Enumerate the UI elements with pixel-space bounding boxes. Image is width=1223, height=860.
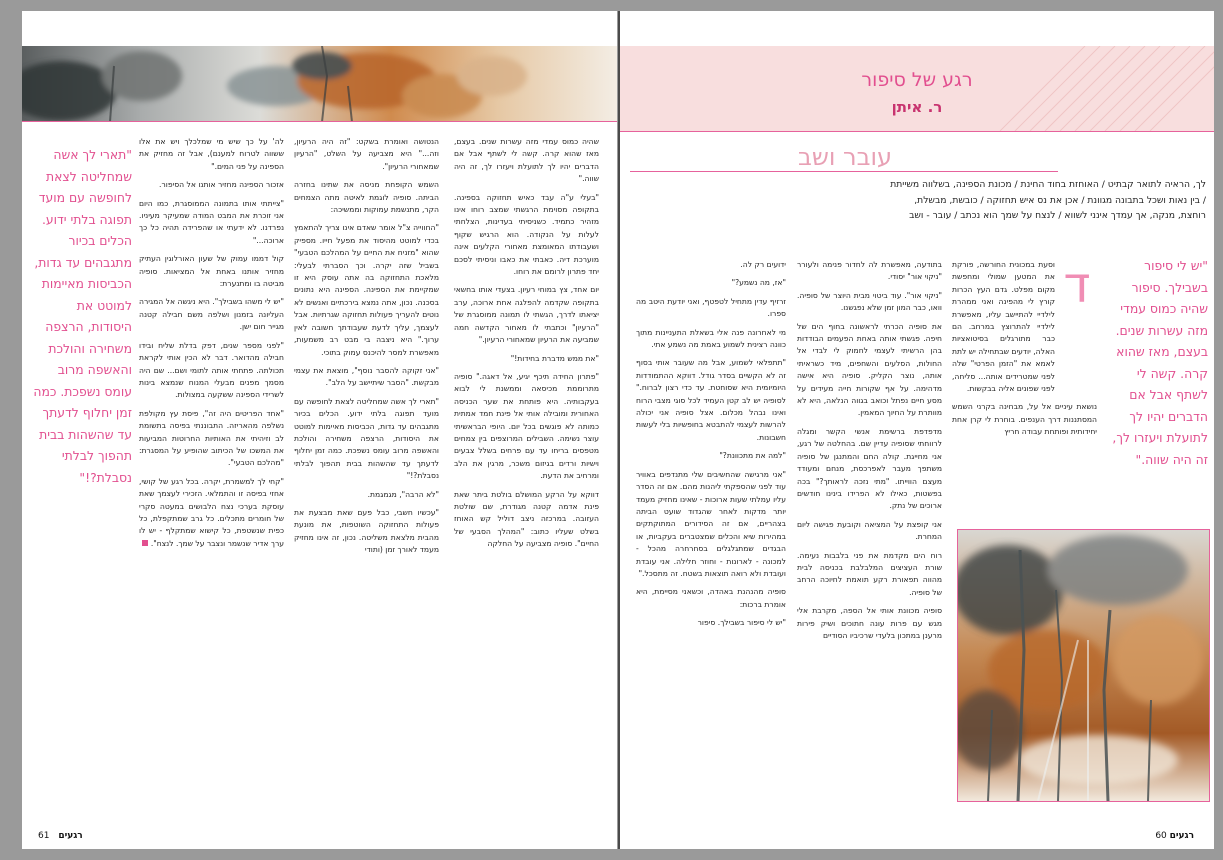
- tags-line: לך, הראיה לתואר קבתיט / האוחזת בחוד החינת / מכונת הספינה, בשלווה משייתת: [890, 179, 1206, 190]
- paragraph: ידועים רק לה.: [740, 260, 786, 269]
- paragraph: "החווייה צ"ל אומר שאדם אינו צריך להתאמץ בכדי למוטט מהיסוד את מפעל חייו. מספיק שהוא "מזניח את החיים על המהלכם הטבעי" בשביל שזה יקרה. וכך הסברתי לבעלי: מלאכת התחזוקה בה אתה עוסק היא זו שמקיימת את הספינה. הספינה היא נתונים בסכנה. נכון, אתה נמצא בירכתיים ואנשים לא נוטים להעריך פעולות תחזוקה שגרתיות. אבל לעצמך, עליך לדעת שעבודתך חשובה לאין ערוך." היא ניצבה בי מבט רב משמעות, מאפשרת למסר להיכנס עמוק בתוכי.: [294, 223, 439, 357]
- paragraph: וסעת במכונית החורשה, פורקת את המטען שמולי ומחפשת מקום מפלט. גדם העץ הכרות קורץ לי מהפינה ואני ממהרת לילדיי להתיישב עליו, מאפשרת לילדיי להתרוצץ במרחב. הם כבר מתורגלים בסיטואציות האלה, יודעים שבתחילה יש לתת לאמא את "הזמן הפרטי" שלה לפני שמטרידים אותה... סליחה, לפני שפונים אליה בבקשות.: [952, 260, 1055, 394]
- page-number: 61: [38, 831, 50, 841]
- page-number: 60: [1155, 831, 1167, 841]
- paragraph: "אני זקוקה להסבר נוסף", מוצאת את עצמי מבקשת. "הסבר שיתיישב על הלב".: [294, 365, 439, 388]
- square-end-mark-icon: [142, 540, 148, 546]
- paragraph: השמש הקופחת מניסה את שתינו בחזרה הביתה. סופיה לוגמת לאיטה מתה הצמחים הקר, מתנשמת עמוקות וממשיכה:: [294, 180, 439, 215]
- right-pull-quote: "יש לי סיפור בשבילך. סיפור שהיה כמוס עמדי מזה עשרות שנים. בעצם, מאז שהוא קרה. קשה לי לשתף אבל אם הדברים יהיו לך לתועלת ויעזרו לך, זה היה שווה.": [1112, 258, 1208, 467]
- paragraph: שהיה כמוס עמדי מזה עשרות שנים. בעצם, מאז שהוא קרה. קשה לי לשתף אבל אם הדברים יהיו לך לתועלת ויעזרו לך, זה היה שווה.": [454, 137, 599, 184]
- story-header-band: [620, 46, 1214, 131]
- drop-cap: ד: [1063, 256, 1091, 314]
- paragraph: הנטושה ואומרת בשקט: "זה היה הרעיון, וזה..." היא מצביעה על השלט, "הרעיון שמאחורי הרעיון".: [294, 137, 439, 171]
- tags-line: רוחצת, מנקה, אך עמדך אינני לשווא / לנצח על שמך הוא נכתב / עובר - ושב: [909, 210, 1206, 221]
- paragraph: "אני מרגישה שהחשיבים שלי מתנדפים באוויר עוד לפני שהספקתי ליהנות מהם. אם זה הסדר עליו עמלתי שעות ארוכות - שאינו מחזיק מעמד יותר מדקות לאחר שהגדוד שועט הביתה בצהריים, אם זה הסידורים המתוקתקים במהירות שיא והכלים שמצטברים בעקביות, או הבגדים שמתגלגלים בסחרחרה מהכל - למכונה - לארונות - וחוזר חלילה. אני עובדת ועובדת ולא רואה תוצאות בשטח. זה מתסכל.": [636, 469, 786, 578]
- right-footer: [1155, 831, 1200, 841]
- paragraph: "לא הרבה", מגמגמת.: [367, 489, 439, 499]
- paragraph: "יש לי סיפור בשבילך. סיפור: [697, 618, 786, 628]
- paragraph: "עכשיו חשבי, כבל פעם שאת מבצעת את פעולות התחזוקה השוטפות, את מונעת מהבית מלצאת משליטה. נכון, זה אינו מחזיק מעמד לאורך זמן (ותודי: [294, 507, 439, 555]
- paragraph: "תארי לך אשה שמחליטה לצאת לחופשה עם מועד תפוגה בלתי ידוע. הכלים בכיור מתגבהים עד גדות, הכביסות מאיימות למוטט את היסודות, הרצפה משחירה והולכת והאשפה מרוב עומס נשפכת. כמה זמן יחלוף לדעתך עד שהשהות בבית תהפוך לבלתי נסבלת?!": [294, 396, 439, 481]
- paragraph: אני קופצת על המציאה וקובעת פגישה ליום המחרת.: [797, 519, 942, 542]
- paragraph: "בעלי ע"ה עבד כאיש תחזוקה בספינה. בתקופה מסוימת הרגשתי שמצב רוחו אינו מזהיר כתמיד. כשניסיתי בעדינות, הצלחתי לעלות על הנקודה. הוא הרגיש שקוף ושעבודתו המאומצת מאחורי הקלעים אינה מוערכת דיה. כאבתי את כאבו וניסיתי לסכם יחד פתרון לרומם את רוחו.: [454, 192, 599, 277]
- paragraph: "אחד הפריטים היה זה", פיסת עץ מקולפת נשלפה מהאריזה. התבוננתי בפיסה בתשומת לב וזיהיתי את האותיות החרוטות המביעות את המשכו של הכיתוב שהופיע על המסגרת: "מהלכם הטבעי".: [139, 408, 284, 468]
- paragraph: "למה את מתכוונת?": [719, 451, 786, 461]
- paragraph: נושאת עיניים אל על, מבחינה בקרני השמש המסתננות דרך הענפים. בוחרת לי קרן אחת יחידותית ופותחת עבודה חריץ: [952, 402, 1097, 437]
- paragraph: "את ממש מדברת בחידות!": [510, 353, 599, 363]
- paragraph: קול דממו עמוק של שעון האורלוגין העתיק מחזיר אותנו באחת אל המציאות. סופיה מביטה בו ומתנערת:: [139, 254, 284, 289]
- paragraph: "אז, מה נשמע?": [731, 278, 786, 288]
- header-rule: [620, 131, 1214, 132]
- paragraph: רוח הים מקדמת את פני בלבבות נעימה. שורת העציצים המלבלבת בכניסה לבית מהווה תפאורת רקע תואמת לחיוכה הרחב של סופיה.: [797, 550, 942, 597]
- right-column-2: [797, 259, 942, 815]
- paragraph: יום אחד, צץ במוחי רעיון. בצעדי אותו בחשאי בתקופה שקדמה להפלגה אחת ארוכה, ערב יציאתו לדרך, הגשתי לו תמונה ממוסגרת של "הרעיון" וכתבתי לו מאחור הקדשה חמה שמביעה את הרעיון שמאחורי הרעיון.": [454, 285, 599, 345]
- paragraph: "פתרון החידה תיכף יגיע, אל דאגה." סופיה מתרוממת מכיסאה וממשנת לי לבוא בעקבותיה. היא פותחת את שער הכניסה האחורית ומובילה אותי אל פינת חמד אמתית כמותה לא פוגשים בכל יום. היופי הבראשיתי עוצר נשימה. השבילים המרוצפים בין צמחים מטפסים בריחו עד עם פרחים בשלל צבעים וישיות ורדים בגיזום משכר, מרגין את הלב ומרחיב את הדעת.: [454, 371, 599, 481]
- paragraph: אזכור הספינה מחזיר אותנו אל הסיפור.: [159, 180, 284, 190]
- paragraph: "יש לי משהו בשבילך". היא ניגשה אל המגירה העליונה בזמנון ושלפה משם חבילה קטנה מגייר חום ישן.: [139, 297, 284, 332]
- paragraph: "ניקוי אור". עוד ביטוי מבית היוצר של סופיה. וואו, כבר המון זמן שלא נפגשנו.: [797, 290, 942, 313]
- left-pull-quote: "תארי לך אשה שמחליטה לצאת לחופשה עם מועד תפוגה בלתי ידוע. הכלים בכיור מתגבהים עד גדות, הכביסות מאיימות למוטט את היסודות, הרצפה משחירה והולכת והאשפה מרוב עומס נשפכת. כמה זמן יחלוף לדעתך עד שהשהות בבית תהפוך לבלתי נסבלת?!": [33, 147, 132, 485]
- paragraph: מדפדפת ברשימת אנשי הקשר ומגלה לרווחתי שסופיה עדיין שם. בהחלטה של רגע, אני מחייגת. קולה החם והמתנגן של סופיה משתפך מעבר לאפרכסת, מנחם ומעודד מעצם הווייתו. "מתי נזכה לראותך?" בכה בפשטות, כאילו לא הפרידו בינינו חודשים ארוכים של נתק.: [797, 426, 942, 511]
- author-name: ר. איתן: [891, 98, 943, 116]
- left-page: [22, 11, 617, 849]
- right-page: [620, 11, 1214, 849]
- story-title: עובר ושב: [797, 143, 893, 171]
- header-rule: [22, 121, 617, 122]
- paragraph: "תתפלאי לשמוע, אבל מה שעובר אותי בסוף זה לא הקשיים בסדר גודל. דווקא ההתמודדות היומיומית היא שסוחטת. עד כדי רצון לברוח." לסופיה יש לב קטן העמיד לכל סוגי מצבי הרוח ואינו נבהל מכלום. אצל סופיה אני יכולה להרשות לעצמי להתבטא בחופשיות בלי לעשות חשבונות.: [636, 358, 786, 442]
- paragraph: "צייתתי אותו בתמונה הממוסגרת, כמו היום אני זוכרת את המבט המודה שמעיקר מעיניו. נפרדנו. לא ידעתי או שהפרידה תהיה כל כך ארוכה...": [139, 198, 284, 245]
- paragraph-text: "קחי לך למשמרת, יקרה. בכל רגע של קושי, אחזי בפיסה זו והתמלאי. הזכירי לעצמך שאת עוסקת בערכי נצח הלבושים במעטה סקרי של חומרים מתכלים. כל גרב שמתקפלת, כל כפית שנשטפת, כל קישוא שמתקלף - יש לו ערך אדיר שנשמר ונצבר על שמך. לנצח".: [139, 476, 284, 548]
- left-column-1: [454, 136, 599, 816]
- header-title: רגע של סיפור: [861, 69, 973, 91]
- paragraph: דווקא על הרקע המושלם בולטת ביתר שאת פינת אדמה קטנה מגודרת, שם שולטת העזובה. במרכזה ניצב דוליל קש האוחז בשלט שעליו כתוב: "המהלך הסבעי של החיים". סופיה מצביעה על החלקה: [454, 489, 599, 549]
- magazine-name: רגעים: [1169, 831, 1194, 841]
- tags-block: [626, 177, 1206, 224]
- left-footer: [38, 831, 83, 841]
- forest-watercolor-image: [957, 529, 1210, 802]
- paragraph: סופיה מכוונת אותי אל הספה, מקרבת אלי מגש עם פרות עונה חתוכים ושיק פירות מרענן במתכון בלעדי שרכיביו הסודיים: [797, 606, 942, 640]
- paragraph-last: [139, 476, 284, 550]
- header-watercolor-image: [22, 46, 617, 122]
- right-column-3: [636, 259, 786, 815]
- right-column-1: [952, 259, 1097, 521]
- tags-line: / בין נאות ושכל בתבונה מגוונת / אכן את נס איש תחזוקה / כובשת, מבשלת,: [914, 194, 1206, 206]
- left-column-3: [139, 136, 284, 816]
- paragraph: זרזיף עדין מתחיל לטפטף, ואני יודעת היטב מה ספרו.: [636, 296, 786, 319]
- magazine-name: רגעים: [58, 831, 83, 841]
- paragraph: את סופיה הכרתי לראשונה בחוף הים של חיפה. פגשתי אותה באחת הפעמים הבודדות בהן הרשיתי לעצמי לחמוק לי לבדי אל החולות, הסלעים והשחפים, מיד כשראיתי אותה, נוצר הקליק. סופיה היא אישה מדהימה. על אף שקורות חייה מעידים על מסע חיים נפתל וכואב בגווה הנלאה, היא לא מוותרת על החיוך המאמין.: [797, 321, 942, 418]
- paragraph: "לפני מספר שנים, דפק בדלת שליח ובידו חבילה מהדואר. דבר לא הכין אותי לקראת תכולתה. פתחתי אותה לתומי ושם... שם היה מסמך מפנים מבעלי המנוח שנמצא בינות לשרידי הספינה ששקעה במצולות.: [139, 340, 284, 400]
- paragraph: סופיה מהנהנת באהדה, וכשאני מסיימת, היא אומרת ברכות:: [636, 587, 786, 609]
- paragraph: מי לאחרונה פנה אלי בשאלת התעניינות מתוך כוונה רצינית לשמוע באמת מה נשמע אתי.: [636, 327, 786, 350]
- title-rule: [630, 171, 1058, 172]
- paragraph: בתודעה, מאפשרת לה לחדור פנימה ולעורר "ניקוי אור" יסודי.: [797, 260, 942, 282]
- paragraph: לה' על כך שיש מי שמלכלך ויש את אלו ששווה לטרוח למענם), אבל זה מחזיק את הספינה על פני המים.": [139, 137, 284, 171]
- left-column-2: [294, 136, 439, 816]
